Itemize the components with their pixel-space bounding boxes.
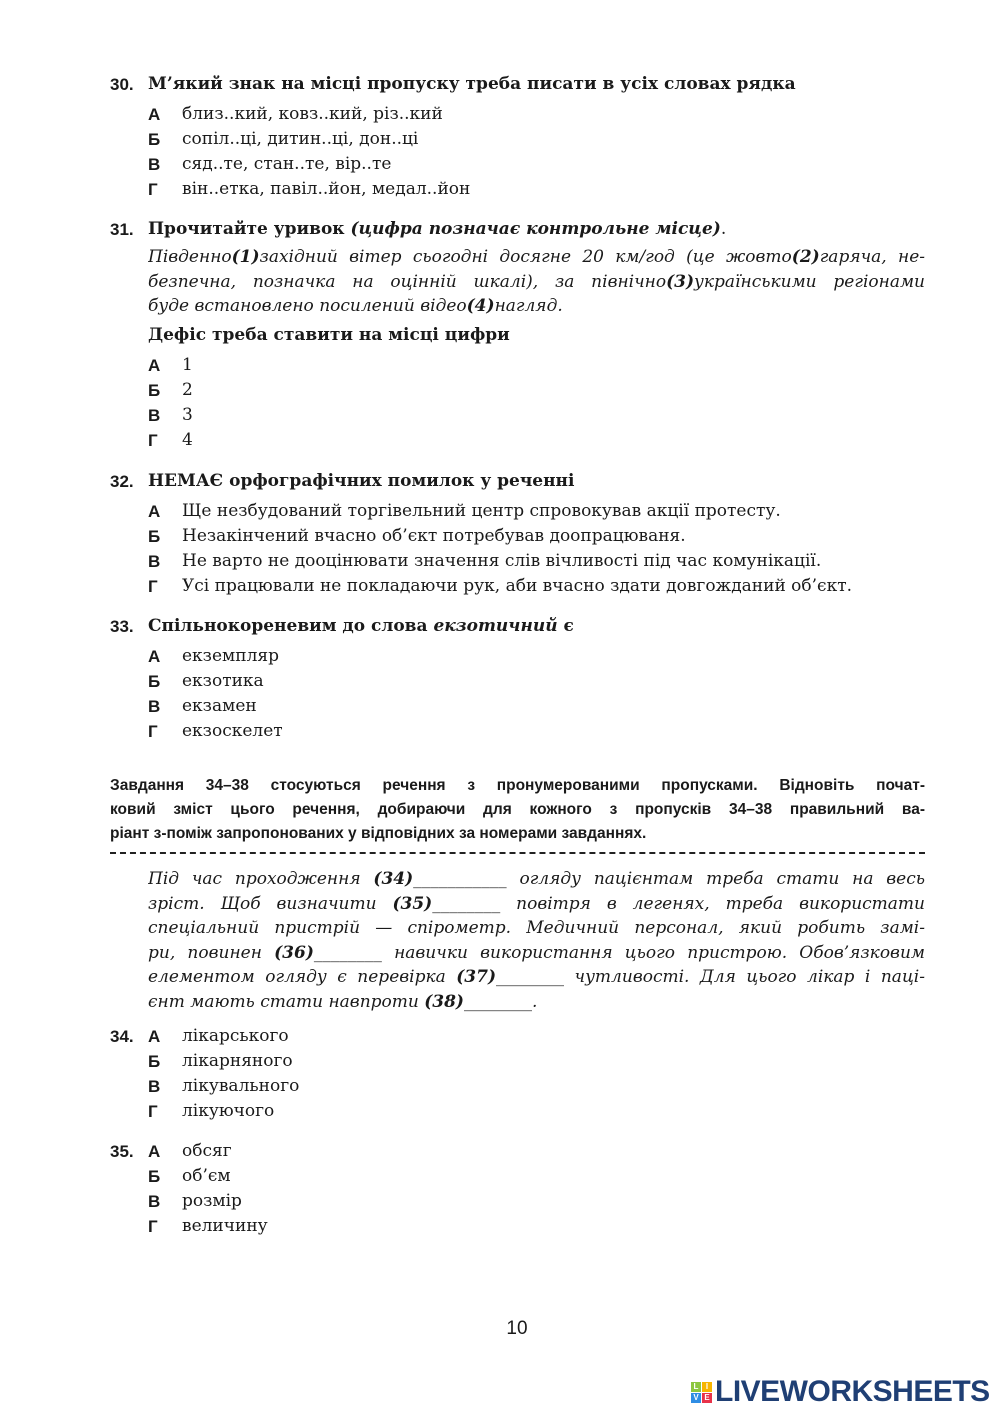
options-list [110,353,925,453]
option-text: розмір [182,1191,242,1211]
option-letter: В [148,155,161,174]
option-Б[interactable] [110,1049,925,1074]
passage-line [148,892,925,917]
passage-line [148,245,925,270]
logo-icon: L I V E [691,1382,712,1403]
option-text: екзоскелет [182,721,283,741]
passage-line [148,965,925,990]
question-35 [110,1139,925,1239]
passage-text: ________ чутливості. Для цього лікар і паці- [496,967,925,987]
passage-text: ________. [463,991,538,1012]
option-letter: В [148,552,161,571]
option-letter: А [148,105,161,124]
gap-marker: (3) [666,271,695,292]
question-number: 32. [110,472,134,491]
passage-text: елементом огляду є перевірка [148,967,457,987]
option-В[interactable] [110,549,925,574]
option-Б[interactable] [110,524,925,549]
passage-text: західний вітер сьогодні досягне 20 км/год (це жовто [259,247,792,267]
passage-line [148,867,925,892]
option-letter: А [148,1027,161,1046]
gap-marker: (36) [274,942,314,963]
passage-text: Під час проходження [148,869,374,889]
question-31 [110,217,925,453]
passage-text: безпечна, позначка на оцінній шкалі), за північно [148,271,667,292]
option-letter: Б [148,1167,161,1186]
options-list [110,644,925,744]
passage-text: єнт мають стати навпроти [148,991,425,1012]
passage-line [148,941,925,966]
passage-text: українськими регіонами [694,271,925,292]
option-text: Ще незбудований торгівельний центр спровокував акції протесту. [182,501,781,521]
instruction-line: ковий зміст цього речення, добираючи для кожного з пропусків 34–38 правильний ва- [110,801,925,818]
option-text: 1 [182,355,193,375]
option-text: Усі працювали не покладаючи рук, аби вчасно здати довгожданий об’єкт. [182,576,853,596]
subquestion: Дефіс треба ставити на місці цифри [148,325,510,345]
question-number: 35. [110,1142,134,1161]
option-letter: Б [148,381,161,400]
option-letter: А [148,356,161,375]
option-letter: А [148,1142,161,1161]
question-33 [110,614,925,744]
passage-text: буде встановлено посилений відео [148,296,467,316]
passage-text: Південно [148,247,232,267]
option-text: екземпляр [182,646,279,666]
passage-text: ри, повинен [148,942,275,963]
passage [148,245,925,319]
option-В[interactable] [110,1074,925,1099]
passage-text: ________ повітря в легенях, треба використати [432,893,925,914]
option-А[interactable] [110,644,925,669]
option-text: 4 [182,430,193,450]
option-text: 3 [182,405,193,425]
gap-marker: (34) [373,869,414,889]
option-А[interactable] [110,102,925,127]
question-title: Прочитайте уривок (цифра позначає контрольне місце). [148,219,727,239]
instruction-line: Завдання 34–38 стосуються речення з пронумерованими пропусками. Відновіть почат- [110,777,925,794]
option-letter: Г [148,722,158,741]
dashed-divider [110,852,925,854]
option-text: сяд..те, стан..те, вір..те [182,154,392,174]
gap-marker: (37) [456,967,496,987]
options-list [110,1139,925,1239]
instruction-line: ріант з-поміж запропонованих у відповідних за номерами завданнях. [110,825,647,842]
option-text: близ..кий, ковз..кий, різ..кий [182,104,443,124]
option-Г[interactable] [110,177,925,202]
question-30 [110,72,925,202]
option-В[interactable] [110,403,925,428]
question-32 [110,469,925,599]
question-number: 30. [110,75,134,94]
option-letter: Г [148,431,158,450]
option-text: Незакінчений вчасно об’єкт потребував доопрацюваня. [182,526,686,546]
gap-marker: (38) [424,991,464,1012]
option-text: об’єм [182,1166,231,1186]
passage-text: ________ навички використання цього пристрою. Обов’язковим [313,942,925,963]
options-list [110,102,925,202]
option-letter: Г [148,180,158,199]
option-letter: Б [148,130,161,149]
gap-marker: (1) [231,247,260,267]
option-text: лікувального [182,1076,300,1096]
option-В[interactable] [110,1189,925,1214]
passage-line [148,294,925,319]
option-Б[interactable] [110,378,925,403]
option-А[interactable] [110,1024,925,1049]
option-Г[interactable] [110,1099,925,1124]
option-letter: Б [148,1052,161,1071]
option-Б[interactable] [110,127,925,152]
gap-marker: (2) [791,247,820,267]
option-Г[interactable] [110,1214,925,1239]
option-А[interactable] [110,353,925,378]
passage-text: нагляд. [494,296,563,316]
option-В[interactable] [110,152,925,177]
passage-line [148,916,925,941]
passage-text: ___________ огляду пацієнтам треба стати на весь [413,869,925,889]
passage-text: гаряча, не- [819,247,925,267]
option-Б[interactable] [110,1164,925,1189]
option-text: лікарняного [182,1051,293,1071]
option-letter: В [148,1192,161,1211]
question-number: 34. [110,1027,134,1046]
option-text: лікарського [182,1026,289,1046]
option-letter: Б [148,527,161,546]
option-Б[interactable] [110,669,925,694]
passage-line [148,990,925,1015]
passage-text: спеціальний пристрій — спірометр. Медичний персонал, який робить замі- [148,918,925,938]
option-letter: Б [148,672,161,691]
page-number: 10 [506,1318,528,1339]
options-list [110,499,925,599]
option-text: 2 [182,380,193,400]
option-letter: Г [148,1102,158,1121]
question-title: Спільнокореневим до слова екзотичний є [148,616,574,636]
option-letter: Г [148,577,158,596]
option-letter: В [148,1077,161,1096]
option-letter: А [148,502,161,521]
option-letter: Г [148,1217,158,1236]
option-Г[interactable] [110,574,925,599]
question-title: НЕМАЄ орфографічних помилок у реченні [148,471,575,491]
gap-marker: (4) [466,296,495,316]
option-text: сопіл..ці, дитин..ці, дон..ці [182,129,419,149]
option-letter: В [148,697,161,716]
question-title: М’який знак на місці пропуску треба писати в усіх словах рядка [148,74,796,94]
logo-text: LIVEWORKSHEETS [715,1375,990,1408]
passage [148,867,925,1014]
options-list [110,1024,925,1124]
option-text: він..етка, павіл..йон, медал..йон [182,179,471,199]
option-Г[interactable] [110,428,925,453]
option-text: екзамен [182,696,257,716]
question-number: 31. [110,220,134,239]
option-text: лікуючого [182,1101,275,1121]
liveworksheets-logo [691,1375,990,1409]
gap-marker: (35) [392,893,433,914]
passage-34-38 [110,867,925,1017]
option-А[interactable] [110,499,925,524]
option-letter: В [148,406,161,425]
option-В[interactable] [110,694,925,719]
option-text: екзотика [182,671,264,691]
option-letter: А [148,647,161,666]
option-text: Не варто не дооцінювати значення слів вічливості під час комунікації. [182,551,822,571]
option-А[interactable] [110,1139,925,1164]
option-text: величину [182,1216,268,1236]
passage-line [148,270,925,295]
option-Г[interactable] [110,719,925,744]
question-number: 33. [110,617,134,636]
instruction [110,774,925,846]
passage-text: зріст. Щоб визначити [148,893,393,914]
option-text: обсяг [182,1141,232,1161]
question-34 [110,1024,925,1124]
